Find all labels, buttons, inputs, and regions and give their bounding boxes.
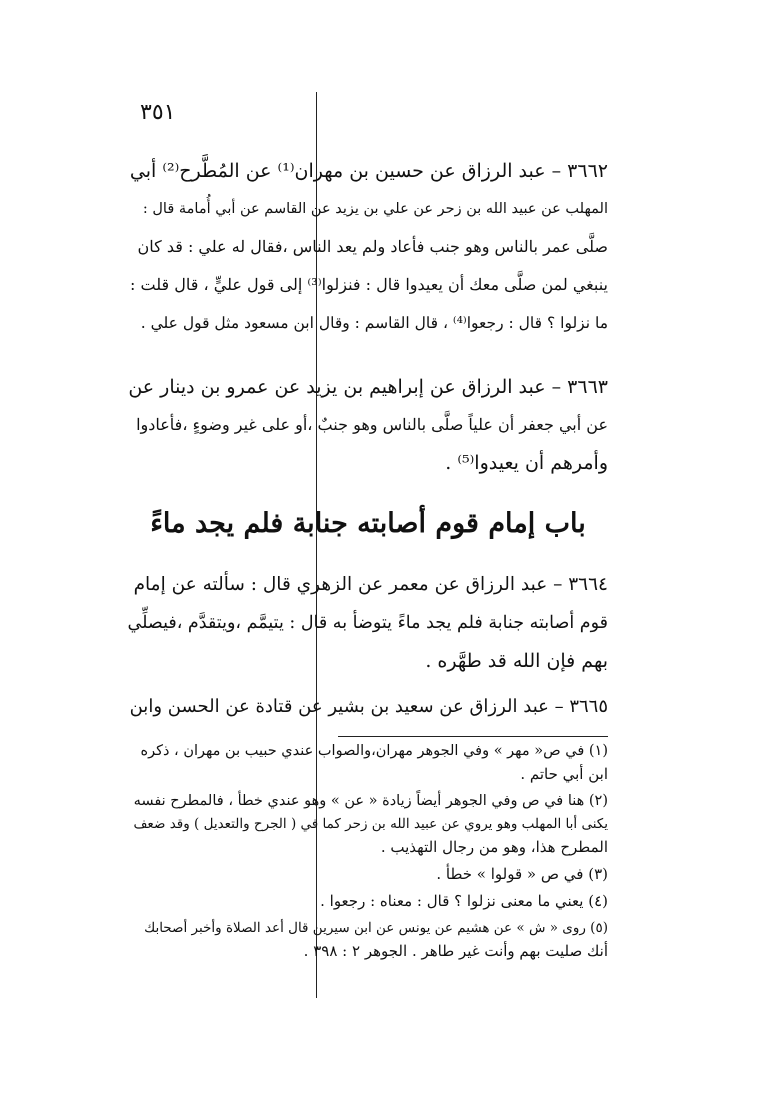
hadith-3663 (128, 368, 608, 482)
text-line: ٣٦٦٤ – عبد الرزاق عن معمر عن الزهري قال : سألته عن إمام (133, 574, 608, 595)
footnote-5 (128, 917, 608, 963)
chapter-heading: باب إمام قوم أصابته جنابة فلم يجد ماءً (150, 508, 586, 539)
text-line: ينبغي لمن صلَّى معك أن يعيدوا قال : فنزلوا⁽³⁾ إلى قول عليٍّ ، قال قلت : (130, 275, 608, 294)
footnote-line: (٥) روى « ش » عن هشيم عن يونس عن ابن سيرين قال أعد الصلاة وأخبر أصحابك (144, 920, 608, 936)
footnote-line: ابن أبي حاتم . (520, 765, 608, 783)
footnote-divider (338, 736, 608, 737)
text-line: ٣٦٦٢ – عبد الرزاق عن حسين بن مهران⁽¹⁾ عن المُطَّرح⁽²⁾ أبي (129, 160, 608, 182)
text-line: قوم أصابته جنابة فلم يجد ماءً يتوضأ به قال : يتيمَّم ،ويتقدَّم ،فيصلِّي (127, 613, 608, 633)
footnote-line: أنك صليت بهم وأنت غير طاهر . الجوهر ٢ : ٣٩٨ . (303, 942, 608, 960)
text-line: بهم فإن الله قد طهَّره . (425, 650, 608, 672)
hadith-3662 (128, 152, 608, 342)
hadith-3665 (128, 688, 608, 726)
footnote-3 (128, 863, 608, 886)
text-line: ما نزلوا ؟ قال : رجعوا⁽⁴⁾ ، قال القاسم : وقال ابن مسعود مثل قول علي . (140, 314, 608, 332)
footnote-line: (٤) يعني ما معنى نزلوا ؟ قال : معناه : رجعوا . (320, 892, 608, 910)
hadith-3664 (128, 566, 608, 680)
text-line: صلَّى عمر بالناس وهو جنب فأعاد ولم يعد الناس ،فقال له علي : قد كان (137, 237, 608, 256)
footnote-line: (٢) هنا في ص وفي الجوهر أيضاً زيادة « عن » وهو عندي خطأ ، فالمطرح نفسه (133, 793, 608, 809)
text-line: وأمرهم أن يعيدوا⁽⁵⁾ . (445, 452, 608, 474)
footnote-4 (128, 890, 608, 913)
footnote-line: المطرح هذا، وهو من رجال التهذيب . (380, 838, 608, 856)
footnote-line: (١) في ص« مهر » وفي الجوهر مهران،والصواب عندي حبيب بن مهران ، ذكره (140, 743, 608, 759)
footnote-line: يكنى أبا المهلب وهو يروي عن عبيد الله بن زحر كما في ( الجرح والتعديل ) وقد ضعف (133, 816, 608, 832)
footnote-1 (128, 740, 608, 786)
text-line: عن أبي جعفر أن علياً صلَّى بالناس وهو جنبٌ ،أو على غير وضوءٍ ،فأعادوا (136, 415, 608, 434)
text-line: ٣٦٦٥ – عبد الرزاق عن سعيد بن بشير عن قتادة عن الحسن وابن (129, 696, 608, 717)
text-line: المهلب عن عبيد الله بن زحر عن علي بن يزيد عن القاسم عن أبي أُمامة قال : (142, 201, 608, 217)
footnote-2 (128, 790, 608, 859)
footnotes (128, 740, 608, 963)
page-number: ٣٥١ (140, 100, 176, 125)
footnote-line: (٣) في ص « قولوا » خطأ . (436, 865, 608, 883)
text-line: ٣٦٦٣ – عبد الرزاق عن إبراهيم بن يزيد عن عمرو بن دينار عن (128, 376, 608, 398)
